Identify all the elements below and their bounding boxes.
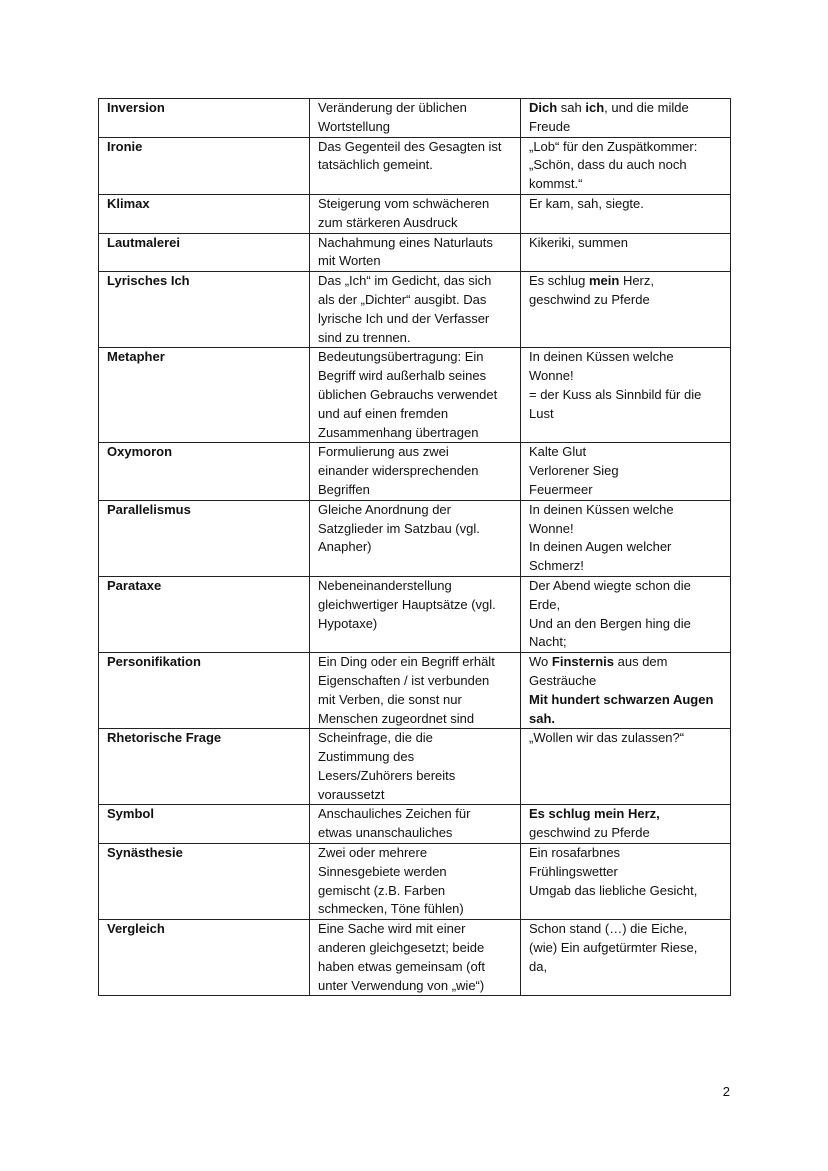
example-text: Und an den Bergen hing die — [529, 615, 691, 631]
example-line — [529, 577, 724, 596]
example-line — [529, 538, 724, 557]
table-row — [99, 272, 731, 348]
table-row — [99, 576, 731, 652]
definition-line: schmecken, Töne fühlen) — [318, 901, 464, 917]
example-text: Freude — [529, 118, 571, 134]
definition-line: sind zu trennen. — [318, 329, 411, 345]
term-cell: Metapher — [99, 348, 310, 443]
example-line — [529, 824, 724, 843]
example-text-bold: Dich — [529, 100, 558, 115]
term-cell: Inversion — [99, 99, 310, 138]
example-text-bold: mein — [588, 273, 620, 289]
example-cell — [521, 348, 731, 443]
example-cell — [521, 272, 731, 348]
example-text: Umgab das liebliche Gesicht, — [529, 882, 698, 898]
example-text: Herz, — [619, 273, 654, 289]
page-number: 2 — [722, 1084, 730, 1099]
example-line — [529, 234, 724, 253]
table-body — [99, 99, 731, 996]
definition-line: Gleiche Anordnung der — [318, 501, 451, 517]
definition-line: Hypotaxe) — [318, 615, 378, 631]
definition-line: lyrische Ich und der Verfasser — [318, 310, 490, 326]
definition-line: Zustimmung des — [318, 749, 415, 765]
example-line — [529, 138, 724, 157]
definition-cell — [310, 844, 521, 920]
definition-line: üblichen Gebrauchs verwendet — [318, 386, 498, 402]
table-row — [99, 137, 731, 194]
example-text: Gesträuche — [529, 672, 597, 688]
definition-cell — [310, 443, 521, 500]
definition-line: Sinnesgebiete werden — [318, 863, 447, 879]
example-line — [529, 653, 724, 672]
definition-line: Begriffen — [318, 481, 370, 497]
definition-cell — [310, 99, 521, 138]
example-text: In deinen Küssen welche — [529, 349, 674, 365]
example-cell — [521, 844, 731, 920]
example-line — [529, 633, 724, 652]
definition-cell — [310, 500, 521, 576]
definition-line: gleichwertiger Hauptsätze (vgl. — [318, 596, 496, 612]
example-text: In deinen Augen welcher — [529, 539, 672, 555]
example-line — [529, 291, 724, 310]
example-text-bold: Finsternis — [551, 654, 615, 670]
table-row — [99, 729, 731, 805]
example-cell — [521, 443, 731, 500]
example-line — [529, 156, 724, 175]
example-text: Kikeriki, summen — [529, 234, 628, 250]
example-cell — [521, 233, 731, 272]
definition-line: Begriff wird außerhalb seines — [318, 368, 487, 384]
example-text-bold: sah. — [529, 710, 556, 726]
example-text: (wie) Ein aufgetürmter Riese, — [529, 940, 698, 956]
example-cell — [521, 576, 731, 652]
example-line — [529, 863, 724, 882]
example-cell — [521, 805, 731, 844]
term-cell: Parallelismus — [99, 500, 310, 576]
table-row — [99, 920, 731, 996]
table-row — [99, 844, 731, 920]
example-text: Der Abend wiegte schon die — [529, 577, 691, 593]
example-line — [529, 195, 724, 214]
definition-line: Das „Ich“ im Gedicht, das sich — [318, 273, 492, 289]
example-line — [529, 520, 724, 539]
example-text: Nacht; — [529, 634, 567, 650]
definition-line: anderen gleichgesetzt; beide — [318, 940, 485, 956]
example-text: Wo — [529, 654, 552, 670]
example-text: geschwind zu Pferde — [529, 825, 650, 841]
example-line — [529, 386, 724, 405]
example-line — [529, 691, 724, 710]
example-line — [529, 710, 724, 729]
definition-line: Eigenschaften / ist verbunden — [318, 672, 490, 688]
example-cell — [521, 137, 731, 194]
definition-cell — [310, 137, 521, 194]
example-line — [529, 615, 724, 634]
example-text: Wonne! — [529, 368, 574, 384]
example-line — [529, 596, 724, 615]
definition-line: Nachahmung eines Naturlauts — [318, 234, 493, 250]
example-text: kommst.“ — [529, 176, 583, 192]
table-row — [99, 99, 731, 138]
example-line — [529, 481, 724, 500]
example-text: Schon stand (…) die Eiche, — [529, 921, 688, 937]
definition-line: und auf einen fremden — [318, 405, 449, 421]
definition-line: Nebeneinanderstellung — [318, 577, 452, 593]
definition-cell — [310, 920, 521, 996]
example-line — [529, 99, 724, 118]
example-line — [529, 118, 724, 137]
definition-line: Lesers/Zuhörers bereits — [318, 767, 456, 783]
example-line — [529, 958, 724, 977]
example-line — [529, 920, 724, 939]
example-text: „Wollen wir das zulassen?“ — [529, 730, 685, 746]
example-line — [529, 939, 724, 958]
table-row — [99, 500, 731, 576]
table-row — [99, 443, 731, 500]
example-text: In deinen Küssen welche — [529, 501, 674, 517]
definition-cell — [310, 805, 521, 844]
example-line — [529, 557, 724, 576]
definition-line: Anschauliches Zeichen für — [318, 806, 471, 822]
example-line — [529, 462, 724, 481]
example-text-bold: ich — [585, 100, 605, 115]
definition-cell — [310, 194, 521, 233]
example-text: Schmerz! — [529, 558, 584, 574]
definition-line: Eine Sache wird mit einer — [318, 921, 466, 937]
example-line — [529, 443, 724, 462]
example-text: sah — [557, 100, 586, 115]
definition-line: zum stärkeren Ausdruck — [318, 214, 458, 230]
stylistic-devices-table — [98, 98, 731, 996]
definition-cell — [310, 653, 521, 729]
example-text: aus dem — [614, 654, 668, 670]
definition-line: Steigerung vom schwächeren — [318, 195, 490, 211]
term-cell: Personifikation — [99, 653, 310, 729]
example-cell — [521, 500, 731, 576]
term-cell: Lautmalerei — [99, 233, 310, 272]
definition-line: Scheinfrage, die die — [318, 730, 433, 746]
definition-line: etwas unanschauliches — [318, 825, 453, 841]
definition-line: Zwei oder mehrere — [318, 845, 428, 861]
definition-line: Satzglieder im Satzbau (vgl. — [318, 520, 480, 536]
definition-line: Anapher) — [318, 539, 372, 555]
example-text: da, — [529, 958, 548, 974]
example-text: Wonne! — [529, 520, 574, 536]
example-text: geschwind zu Pferde — [529, 291, 650, 307]
table-row — [99, 233, 731, 272]
example-line — [529, 501, 724, 520]
term-cell: Ironie — [99, 137, 310, 194]
example-text-bold: Mit hundert schwarzen Augen — [529, 691, 714, 707]
example-text: Verlorener Sieg — [529, 463, 619, 479]
example-line — [529, 367, 724, 386]
example-cell — [521, 194, 731, 233]
example-cell — [521, 99, 731, 138]
definition-line: mit Worten — [318, 253, 381, 269]
term-cell: Synästhesie — [99, 844, 310, 920]
definition-line: haben etwas gemeinsam (oft — [318, 958, 485, 974]
definition-line: einander widersprechenden — [318, 463, 479, 479]
definition-line: Zusammenhang übertragen — [318, 424, 479, 440]
example-cell — [521, 729, 731, 805]
example-text: Es schlug — [529, 273, 589, 289]
example-line — [529, 844, 724, 863]
definition-cell — [310, 729, 521, 805]
example-text: Erde, — [529, 596, 561, 612]
example-line — [529, 882, 724, 901]
definition-line: Ein Ding oder ein Begriff erhält — [318, 654, 495, 670]
example-text: Er kam, sah, siegte. — [529, 195, 644, 211]
definition-line: voraussetzt — [318, 786, 385, 802]
example-line — [529, 272, 724, 291]
definition-line: Menschen zugeordnet sind — [318, 710, 475, 726]
definition-cell — [310, 233, 521, 272]
example-line — [529, 348, 724, 367]
example-line — [529, 672, 724, 691]
table-row — [99, 653, 731, 729]
term-cell: Lyrisches Ich — [99, 272, 310, 348]
definition-line: Formulierung aus zwei — [318, 444, 449, 460]
term-cell: Symbol — [99, 805, 310, 844]
definition-line: mit Verben, die sonst nur — [318, 691, 462, 707]
example-text: Feuermeer — [529, 481, 593, 497]
definition-line: unter Verwendung von „wie“) — [318, 977, 485, 993]
definition-line: Bedeutungsübertragung: Ein — [318, 349, 484, 365]
example-line — [529, 805, 724, 824]
term-cell: Vergleich — [99, 920, 310, 996]
table-row — [99, 805, 731, 844]
definition-line: Veränderung der üblichen — [318, 100, 467, 115]
term-cell: Oxymoron — [99, 443, 310, 500]
example-text: Kalte Glut — [529, 444, 587, 460]
definition-line: Wortstellung — [318, 118, 391, 134]
example-text: , und die milde — [604, 100, 689, 115]
example-text: Frühlingswetter — [529, 863, 618, 879]
definition-line: tatsächlich gemeint. — [318, 157, 433, 173]
example-cell — [521, 653, 731, 729]
definition-line: als der „Dichter“ ausgibt. Das — [318, 291, 487, 307]
example-line — [529, 405, 724, 424]
example-line — [529, 175, 724, 194]
example-text: Ein rosafarbnes — [529, 845, 621, 861]
example-text: Lust — [529, 405, 554, 421]
definition-line: gemischt (z.B. Farben — [318, 882, 446, 898]
definition-line: Das Gegenteil des Gesagten ist — [318, 138, 502, 154]
definition-cell — [310, 272, 521, 348]
example-text: = der Kuss als Sinnbild für die — [529, 386, 702, 402]
example-text: „Lob“ für den Zuspätkommer: — [529, 138, 698, 154]
term-cell: Parataxe — [99, 576, 310, 652]
definition-cell — [310, 576, 521, 652]
example-cell — [521, 920, 731, 996]
example-text-bold: Es schlug mein Herz, — [529, 806, 660, 822]
definition-cell — [310, 348, 521, 443]
example-text: „Schön, dass du auch noch — [529, 157, 687, 173]
term-cell: Klimax — [99, 194, 310, 233]
term-cell: Rhetorische Frage — [99, 729, 310, 805]
table-row — [99, 348, 731, 443]
table-row — [99, 194, 731, 233]
example-line — [529, 729, 724, 748]
